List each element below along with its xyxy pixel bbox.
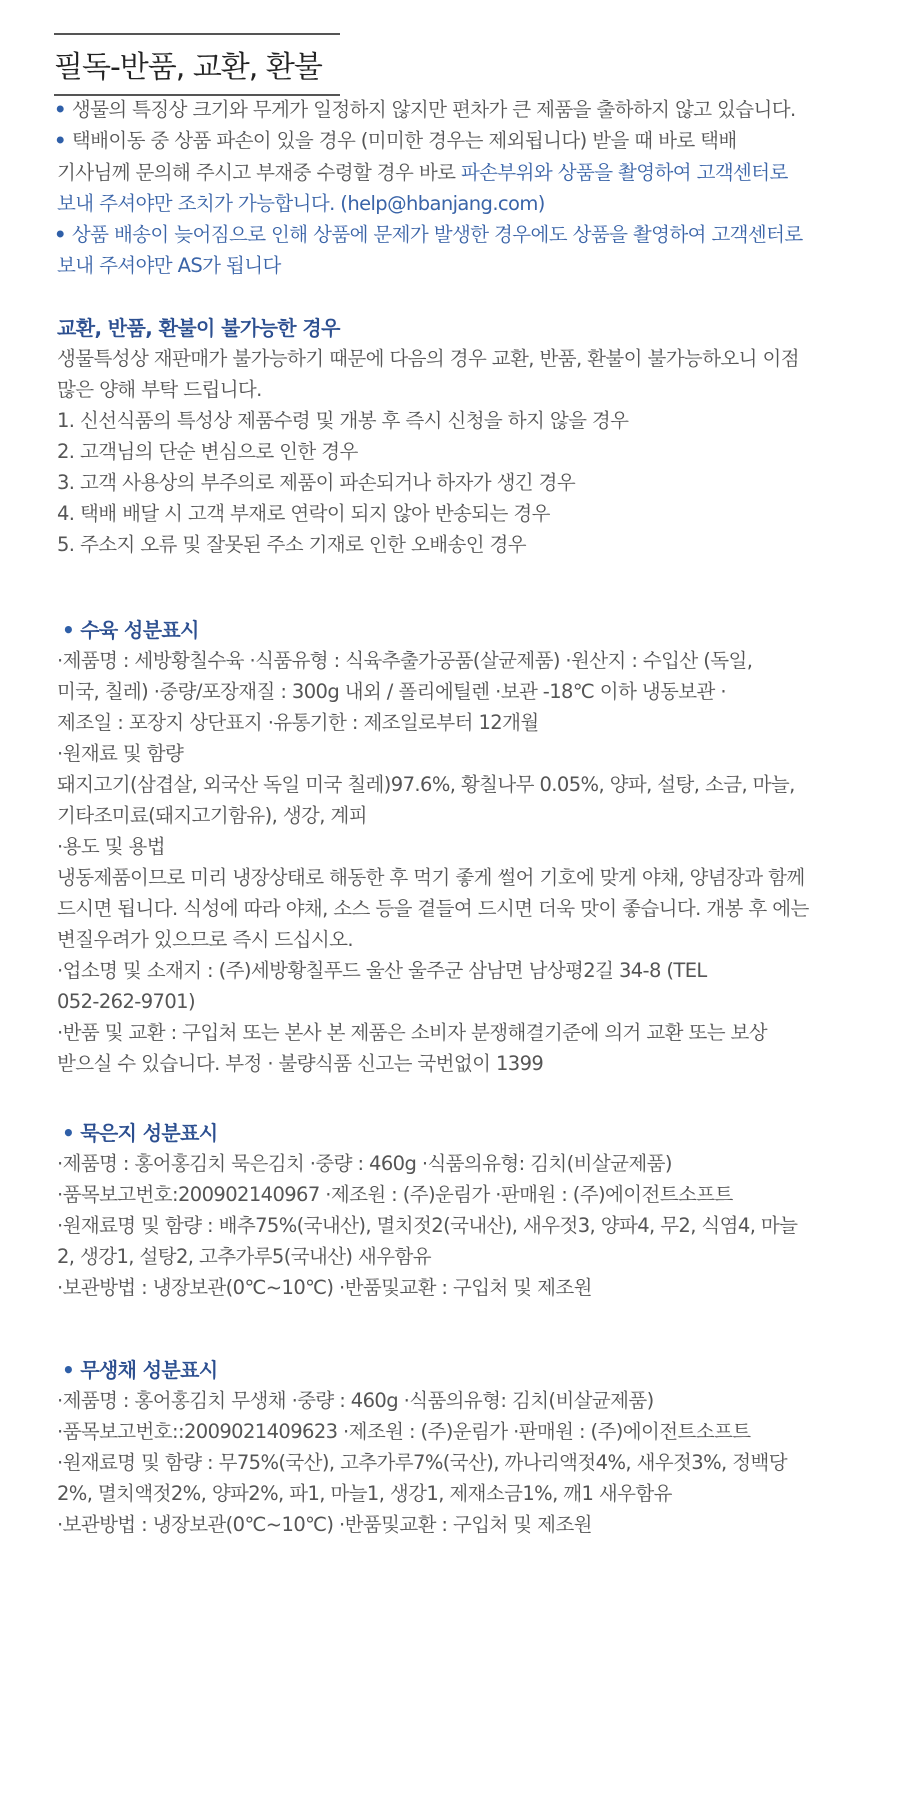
intro-line-2: • 택배이동 중 상품 파손이 있을 경우 (미미한 경우는 제외됩니다) 받을 때 바로 택배	[54, 129, 737, 152]
suyuk-heading: • 수육 성분표시	[62, 618, 199, 642]
suyuk-line: 052-262-9701)	[57, 990, 195, 1013]
suyuk-line: ·반품 및 교환 : 구입처 또는 본사 본 제품은 소비자 분쟁해결기준에 의거 교환 또는 보상	[57, 1021, 768, 1044]
page-title: 필독-반품, 교환, 환불	[54, 50, 322, 85]
musaengchae-heading: • 무생채 성분표시	[62, 1358, 218, 1382]
intro-line-1: • 생물의 특징상 크기와 무게가 일정하지 않지만 편차가 큰 제품을 출하하지 않고 있습니다.	[54, 98, 796, 121]
suyuk-line: 드시면 됩니다. 식성에 따라 야채, 소스 등을 곁들여 드시면 더욱 맛이 좋습니다. 개봉 후 에는	[57, 897, 809, 920]
bullet-icon: •	[62, 618, 75, 642]
bullet-icon: •	[54, 98, 66, 121]
no-return-item: 2. 고객님의 단순 변심으로 인한 경우	[57, 440, 358, 463]
suyuk-line: ·원재료 및 함량	[57, 742, 184, 765]
bullet-icon: •	[62, 1121, 75, 1145]
bullet-icon: •	[62, 1358, 75, 1382]
suyuk-line: 미국, 칠레) ·중량/포장재질 : 300g 내외 / 폴리에틸렌 ·보관 -18℃ 이하 냉동보관 ·	[57, 680, 726, 703]
musaengchae-line: ·품목보고번호::2009021409623 ·제조원 : (주)운림가 ·판매원 : (주)에이전트소프트	[57, 1420, 751, 1443]
musaengchae-line: 2%, 멸치액젓2%, 양파2%, 파1, 마늘1, 생강1, 제재소금1%, 깨1 새우함유	[57, 1482, 672, 1505]
suyuk-line: 돼지고기(삼겹살, 외국산 독일 미국 칠레)97.6%, 황칠나무 0.05%, 양파, 설탕, 소금, 마늘,	[57, 773, 795, 796]
no-return-item: 1. 신선식품의 특성상 제품수령 및 개봉 후 즉시 신청을 하지 않을 경우	[57, 409, 629, 432]
suyuk-line: ·업소명 및 소재지 : (주)세방황칠푸드 울산 울주군 삼남면 남상평2길 34-8 (TEL	[57, 959, 707, 982]
no-return-text: 많은 양해 부탁 드립니다.	[57, 378, 262, 401]
no-return-item: 4. 택배 배달 시 고객 부재로 연락이 되지 않아 반송되는 경우	[57, 502, 550, 525]
suyuk-line: ·제품명 : 세방황칠수육 ·식품유형 : 식육추출가공품(살균제품) ·원산지 : 수입산 (독일,	[57, 649, 753, 672]
suyuk-line: 변질우려가 있으므로 즉시 드십시오.	[57, 928, 353, 951]
no-return-item: 3. 고객 사용상의 부주의로 제품이 파손되거나 하자가 생긴 경우	[57, 471, 576, 494]
mukeunji-line: ·원재료명 및 함량 : 배추75%(국내산), 멸치젓2(국내산), 새우젓3, 양파4, 무2, 식염4, 마늘	[57, 1214, 798, 1237]
suyuk-line: ·용도 및 용법	[57, 835, 165, 858]
suyuk-line: 받으실 수 있습니다. 부정 · 불량식품 신고는 국번없이 1399	[57, 1052, 544, 1075]
bullet-icon: •	[54, 223, 66, 246]
intro-line-5: • 상품 배송이 늦어짐으로 인해 상품에 문제가 발생한 경우에도 상품을 촬영하여 고객센터로	[54, 223, 803, 246]
musaengchae-line: ·보관방법 : 냉장보관(0℃~10℃) ·반품및교환 : 구입처 및 제조원	[57, 1513, 592, 1536]
mukeunji-line: 2, 생강1, 설탕2, 고추가루5(국내산) 새우함유	[57, 1245, 431, 1268]
highlight-text: 파손부위와 상품을 촬영하여 고객센터로	[460, 161, 788, 184]
musaengchae-line: ·원재료명 및 함량 : 무75%(국산), 고추가루7%(국산), 까나리액젓4%, 새우젓3%, 정백당	[57, 1451, 787, 1474]
no-return-text: 생물특성상 재판매가 불가능하기 때문에 다음의 경우 교환, 반품, 환불이 불가능하오니 이점	[57, 347, 799, 370]
mukeunji-heading: • 묵은지 성분표시	[62, 1121, 218, 1145]
suyuk-line: 기타조미료(돼지고기함유), 생강, 계피	[57, 804, 367, 827]
musaengchae-line: ·제품명 : 홍어홍김치 무생채 ·중량 : 460g ·식품의유형: 김치(비살균제품)	[57, 1389, 654, 1412]
intro-line-3: 기사님께 문의해 주시고 부재중 수령할 경우 바로 파손부위와 상품을 촬영하여 고객센터로	[57, 161, 788, 184]
mukeunji-line: ·보관방법 : 냉장보관(0℃~10℃) ·반품및교환 : 구입처 및 제조원	[57, 1276, 592, 1299]
intro-line-4: 보내 주셔야만 조치가 가능합니다. (help@hbanjang.com)	[57, 192, 545, 215]
suyuk-line: 제조일 : 포장지 상단표지 ·유통기한 : 제조일로부터 12개월	[57, 711, 539, 734]
intro-line-6: 보내 주셔야만 AS가 됩니다	[57, 254, 281, 277]
mukeunji-line: ·품목보고번호:200902140967 ·제조원 : (주)운림가 ·판매원 : (주)에이전트소프트	[57, 1183, 733, 1206]
no-return-heading: 교환, 반품, 환불이 불가능한 경우	[57, 316, 340, 340]
bullet-icon: •	[54, 129, 66, 152]
title-box	[54, 33, 340, 96]
mukeunji-line: ·제품명 : 홍어홍김치 묵은김치 ·중량 : 460g ·식품의유형: 김치(비살균제품)	[57, 1152, 672, 1175]
no-return-item: 5. 주소지 오류 및 잘못된 주소 기재로 인한 오배송인 경우	[57, 533, 527, 556]
suyuk-line: 냉동제품이므로 미리 냉장상태로 해동한 후 먹기 좋게 썰어 기호에 맞게 야채, 양념장과 함께	[57, 866, 805, 889]
